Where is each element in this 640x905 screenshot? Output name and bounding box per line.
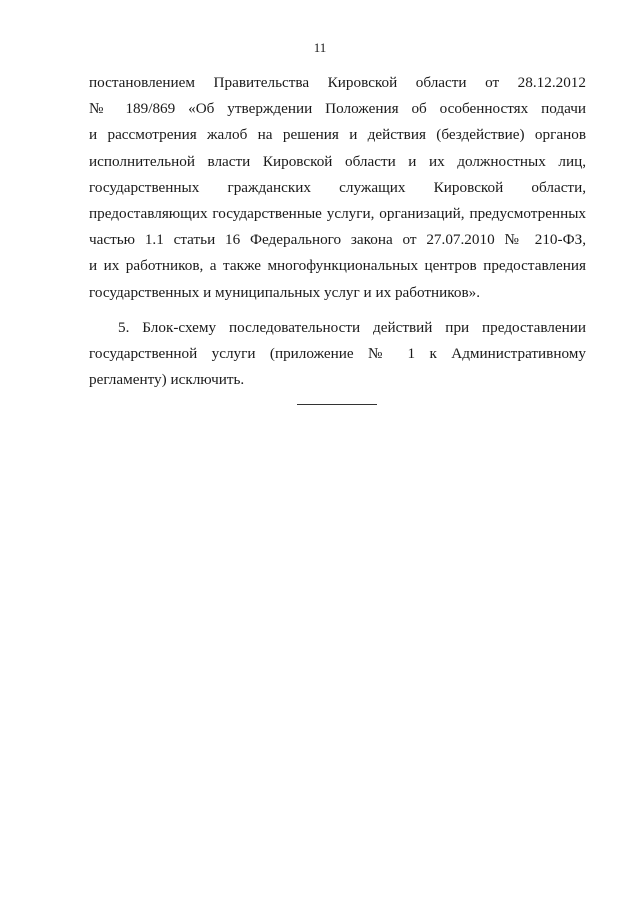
text-line: исполнительной власти Кировской области и их должностных лиц, <box>89 152 586 170</box>
text-line: государственной услуги (приложение № 1 к Административному <box>89 345 586 363</box>
page-number: 11 <box>313 40 327 55</box>
text-line: № 189/869 «Об утверждении Положения об особенностях подачи <box>89 100 586 118</box>
text-line: постановлением Правительства Кировской области от 28.12.2012 <box>89 74 586 91</box>
text-line: частью 1.1 статьи 16 Федерального закона от 27.07.2010 № 210-ФЗ, <box>89 231 586 249</box>
text-line: регламенту) исключить. <box>89 371 245 389</box>
text-line: и их работников, а также многофункциональных центров предоставления <box>89 257 586 275</box>
text-line: государственных гражданских служащих Кировской области, <box>89 178 586 196</box>
end-separator-line <box>297 404 377 405</box>
text-line: и рассмотрения жалоб на решения и действия (бездействие) органов <box>89 126 586 144</box>
text-line: 5. Блок-схему последовательности действий при предоставлении <box>118 319 586 336</box>
text-line: предоставляющих государственные услуги, организаций, предусмотренных <box>89 205 586 223</box>
paragraph-item-5 <box>89 315 586 394</box>
paragraph-continuation <box>89 70 586 306</box>
text-line: государственных и муниципальных услуг и их работников». <box>89 283 481 301</box>
